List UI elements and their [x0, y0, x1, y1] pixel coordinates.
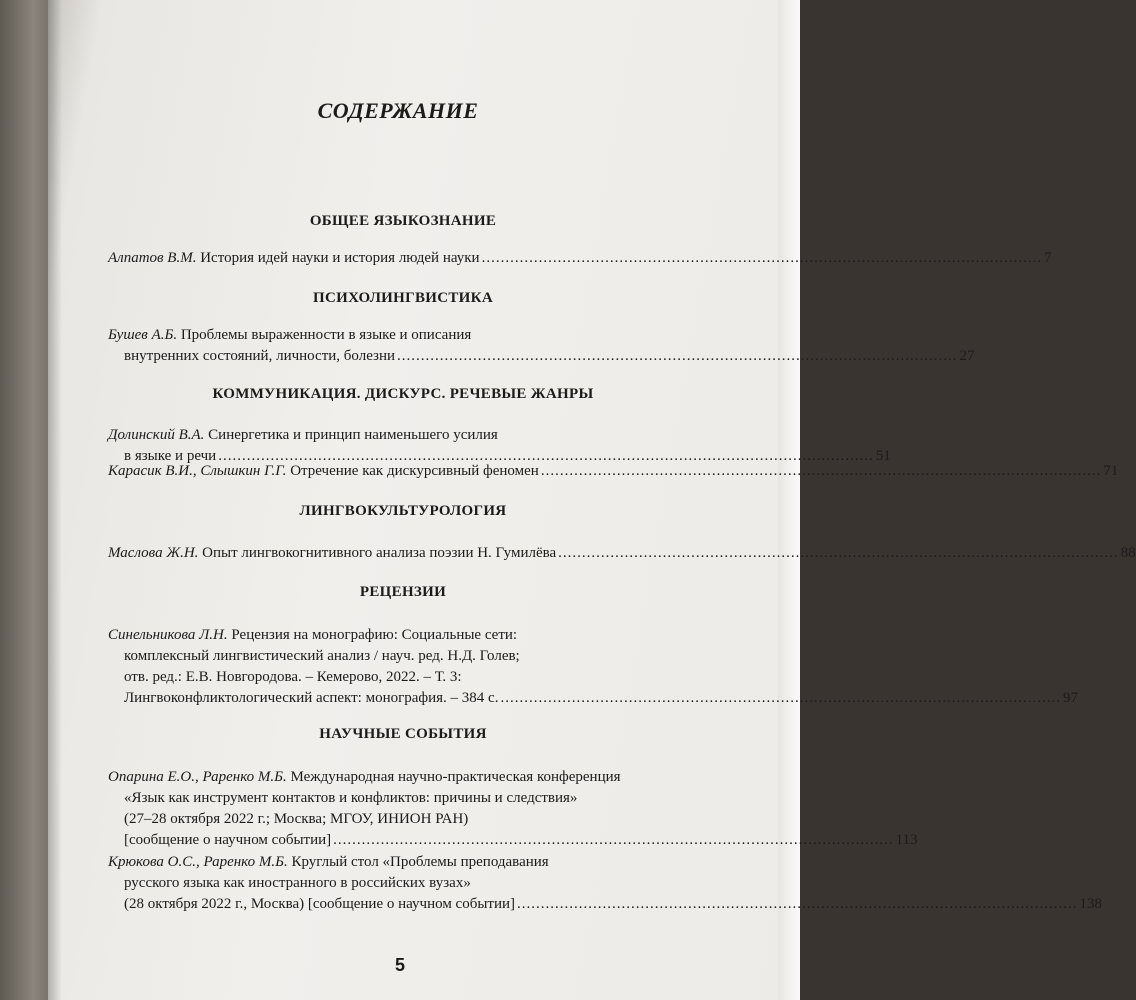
entry-line: отв. ред.: Е.В. Новгородова. – Кемерово, 2022. – Т. 3:	[124, 669, 462, 685]
page-number: 5	[394, 955, 405, 975]
entry-page: 51	[875, 448, 891, 464]
page-text	[48, 0, 1136, 1000]
entry-author: Бушев А.Б.	[108, 327, 178, 343]
book-gutter-shadow	[48, 0, 62, 1000]
toc-entry	[108, 461, 1119, 482]
toc-title: СОДЕРЖАНИЕ	[317, 98, 479, 123]
toc-entry	[108, 248, 1052, 269]
entry-line	[108, 852, 748, 873]
section-heading: РЕЦЕНЗИИ	[359, 584, 447, 600]
entry-page: 113	[895, 832, 918, 848]
entry-author: Маслова Ж.Н.	[108, 545, 199, 561]
entry-line	[108, 325, 718, 346]
entry-title-cont: [сообщение о научном событии]	[124, 832, 332, 848]
entry-line: «Язык как инструмент контактов и конфликтов: причины и следствия»	[124, 790, 578, 806]
entry-title: Опыт лингвокогнитивного анализа поэзии Н. Гумилёва	[202, 545, 557, 561]
entry-line	[108, 346, 975, 367]
entry-page: 138	[1079, 896, 1103, 912]
section-heading: ПСИХОЛИНГВИСТИКА	[313, 290, 493, 306]
toc-entry	[108, 543, 1136, 564]
toc-entry	[108, 852, 1103, 915]
entry-title: Международная научно-практическая конференция	[290, 769, 621, 785]
section-heading: ОБЩЕЕ ЯЗЫКОЗНАНИЕ	[309, 213, 497, 229]
entry-line	[108, 830, 918, 851]
toc-entry	[108, 767, 918, 851]
entry-title-cont: внутренних состояний, личности, болезни	[124, 348, 396, 364]
entry-line	[108, 625, 718, 646]
leader-dots: ......................................................................................................................	[397, 348, 958, 364]
entry-title: История идей науки и история людей науки	[200, 250, 480, 266]
entry-page: 27	[959, 348, 975, 364]
leader-dots: ......................................................................................................................	[481, 250, 1043, 266]
leader-dots: ..........................................................................................................................................	[218, 448, 874, 464]
entry-title: Проблемы выраженности в языке и описания	[180, 327, 472, 343]
toc-entry	[108, 625, 1078, 709]
entry-line: комплексный лингвистический анализ / науч. ред. Н.Д. Голев;	[124, 648, 520, 664]
entry-line	[108, 425, 718, 446]
leader-dots: ......................................................................................................................	[333, 832, 894, 848]
entry-title-cont: в языке и речи	[124, 448, 217, 464]
entry-author: Долинский В.А.	[108, 427, 205, 443]
entry-page: 88	[1120, 545, 1136, 561]
entry-title: Отречение как дискурсивный феномен	[290, 463, 539, 479]
entry-line	[108, 688, 1078, 709]
section-heading: КОММУНИКАЦИЯ. ДИСКУРС. РЕЧЕВЫЕ ЖАНРЫ	[212, 386, 594, 402]
entry-line: русского языка как иностранного в российских вузах»	[124, 875, 471, 891]
leader-dots: ......................................................................................................................	[517, 896, 1078, 912]
entry-title: Рецензия на монографию: Социальные сети:	[231, 627, 518, 643]
entry-line	[108, 543, 1136, 564]
entry-title: Синергетика и принцип наименьшего усилия	[208, 427, 498, 443]
entry-author: Синельникова Л.Н.	[108, 627, 228, 643]
entry-page: 97	[1062, 690, 1078, 706]
leader-dots: ......................................................................................................................	[540, 463, 1102, 479]
toc-entry	[108, 325, 975, 367]
book-page	[48, 0, 1136, 1000]
entry-title-cont: Лингвоконфликтологический аспект: монография. – 384 с.	[124, 690, 499, 706]
entry-title-cont: (28 октября 2022 г., Москва) [сообщение о научном событии]	[124, 896, 516, 912]
leader-dots: ......................................................................................................................	[558, 545, 1119, 561]
entry-line	[108, 894, 1103, 915]
entry-author: Алпатов В.М.	[108, 250, 197, 266]
entry-author: Опарина Е.О., Раренко М.Б.	[108, 769, 287, 785]
entry-author: Крюкова О.С., Раренко М.Б.	[108, 854, 288, 870]
entry-title: Круглый стол «Проблемы преподавания	[291, 854, 549, 870]
entry-line: (27–28 октября 2022 г.; Москва; МГОУ, ИНИОН РАН)	[124, 811, 469, 827]
entry-author: Карасик В.И., Слышкин Г.Г.	[108, 463, 287, 479]
section-heading: НАУЧНЫЕ СОБЫТИЯ	[319, 726, 487, 742]
entry-line	[108, 767, 748, 788]
leader-dots: ......................................................................................................................	[500, 690, 1061, 706]
entry-line	[108, 461, 1119, 482]
entry-line	[108, 248, 1052, 269]
entry-page: 71	[1103, 463, 1119, 479]
entry-page: 7	[1044, 250, 1052, 266]
section-heading: ЛИНГВОКУЛЬТУРОЛОГИЯ	[299, 503, 507, 519]
